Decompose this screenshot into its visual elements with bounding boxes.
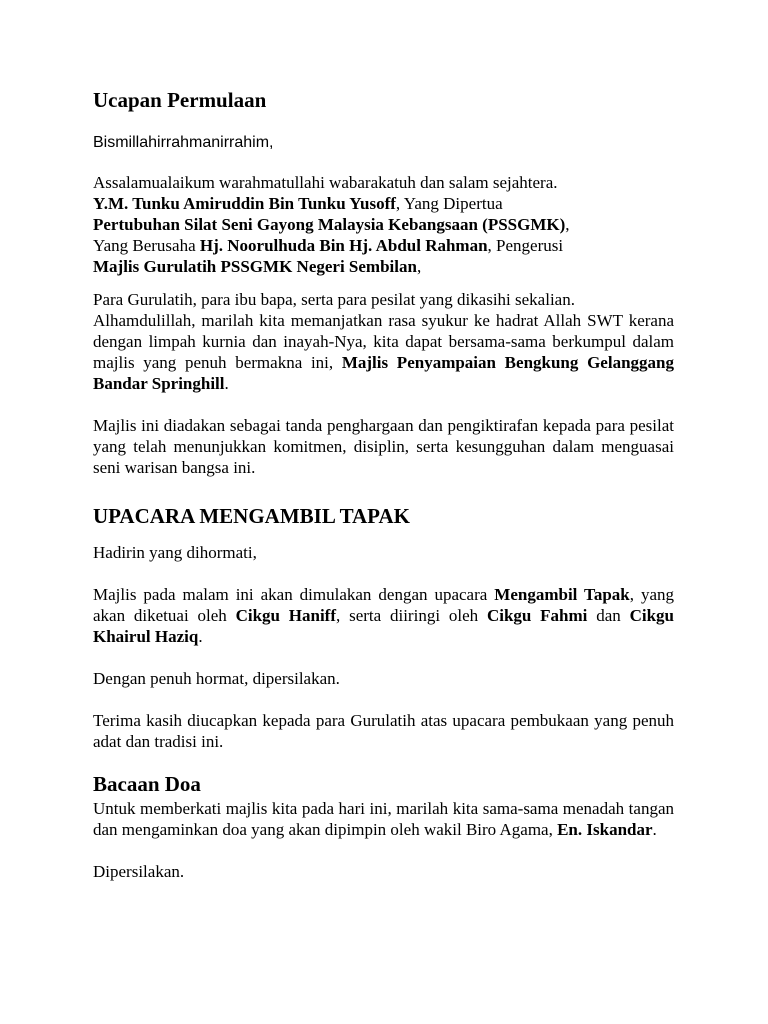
prayer-paragraph: Untuk memberkati majlis kita pada hari ini, marilah kita sama-sama menadah tangan dan mengaminkan doa yang akan dipimpin oleh wakil Biro Agama, En. Iskandar.: [93, 799, 674, 839]
invitation-line: Dengan penuh hormat, dipersilakan.: [93, 669, 340, 688]
heading-ucapan-permulaan: Ucapan Permulaan: [93, 88, 267, 112]
council-name: Majlis Gurulatih PSSGMK Negeri Sembilan: [93, 257, 417, 276]
purpose-paragraph: Majlis ini diadakan sebagai tanda penghargaan dan pengiktirafan kepada para pesilat yang telah menunjukkan komitmen, disiplin, serta kesungguhan dalam menguasai seni warisan bangsa ini.: [93, 416, 674, 477]
opening-paragraph: [93, 289, 674, 394]
document-body: [93, 86, 674, 882]
organisation-name: Pertubuhan Silat Seni Gayong Malaysia Kebangsaan (PSSGMK): [93, 215, 566, 234]
thanks-paragraph: Terima kasih diucapkan kepada para Gurulatih atas upacara pembukaan yang penuh adat dan tradisi ini.: [93, 711, 674, 751]
salutation-block: [93, 172, 674, 277]
leader-name: Cikgu Haniff: [235, 606, 337, 625]
bismillah-line: Bismillahirrahmanirrahim,: [93, 134, 274, 151]
salam-line: Assalamualaikum warahmatullahi wabarakatuh dan salam sejahtera.: [93, 173, 558, 192]
addressee-name-2: Hj. Noorulhuda Bin Hj. Abdul Rahman: [199, 236, 488, 255]
closing-line: Dipersilakan.: [93, 862, 185, 881]
gratitude-paragraph: Alhamdulillah, marilah kita memanjatkan rasa syukur ke hadrat Allah SWT kerana dengan limpah kurnia dan inayah-Nya, kita dapat bersama-sama berkumpul dalam majlis yang penuh bermakna ini, Majlis Penyampaian Bengkung Gelanggang Bandar Springhill.: [93, 311, 674, 393]
escort-name-2: Cikgu Khairul Haziq: [93, 606, 674, 646]
heading-upacara-mengambil-tapak: UPACARA MENGAMBIL TAPAK: [93, 504, 410, 528]
addressee-line-1: Y.M. Tunku Amiruddin Bin Tunku Yusoff, Yang Dipertua: [93, 194, 503, 213]
addressee-name-1: Y.M. Tunku Amiruddin Bin Tunku Yusoff: [93, 194, 396, 213]
event-name: Majlis Penyampaian Bengkung Gelanggang Bandar Springhill: [93, 353, 674, 393]
prayer-leader-name: En. Iskandar: [557, 820, 653, 839]
ceremony-paragraph: Majlis pada malam ini akan dimulakan dengan upacara Mengambil Tapak, yang akan diketuai oleh Cikgu Haniff, serta diiringi oleh Cikgu Fahmi dan Cikgu Khairul Haziq.: [93, 585, 675, 646]
hadirin-line: Hadirin yang dihormati,: [93, 543, 257, 562]
addressee-line-2: Pertubuhan Silat Seni Gayong Malaysia Kebangsaan (PSSGMK),: [93, 215, 570, 234]
addressee-line-4: Majlis Gurulatih PSSGMK Negeri Sembilan,: [93, 257, 422, 276]
escort-name-1: Cikgu Fahmi: [486, 606, 588, 625]
heading-bacaan-doa: Bacaan Doa: [93, 772, 201, 796]
addressee-line-3: Yang Berusaha Hj. Noorulhuda Bin Hj. Abdul Rahman, Pengerusi: [93, 236, 564, 255]
ceremony-name: Mengambil Tapak: [494, 585, 630, 604]
greeting-line: Para Gurulatih, para ibu bapa, serta para pesilat yang dikasihi sekalian.: [93, 290, 575, 309]
